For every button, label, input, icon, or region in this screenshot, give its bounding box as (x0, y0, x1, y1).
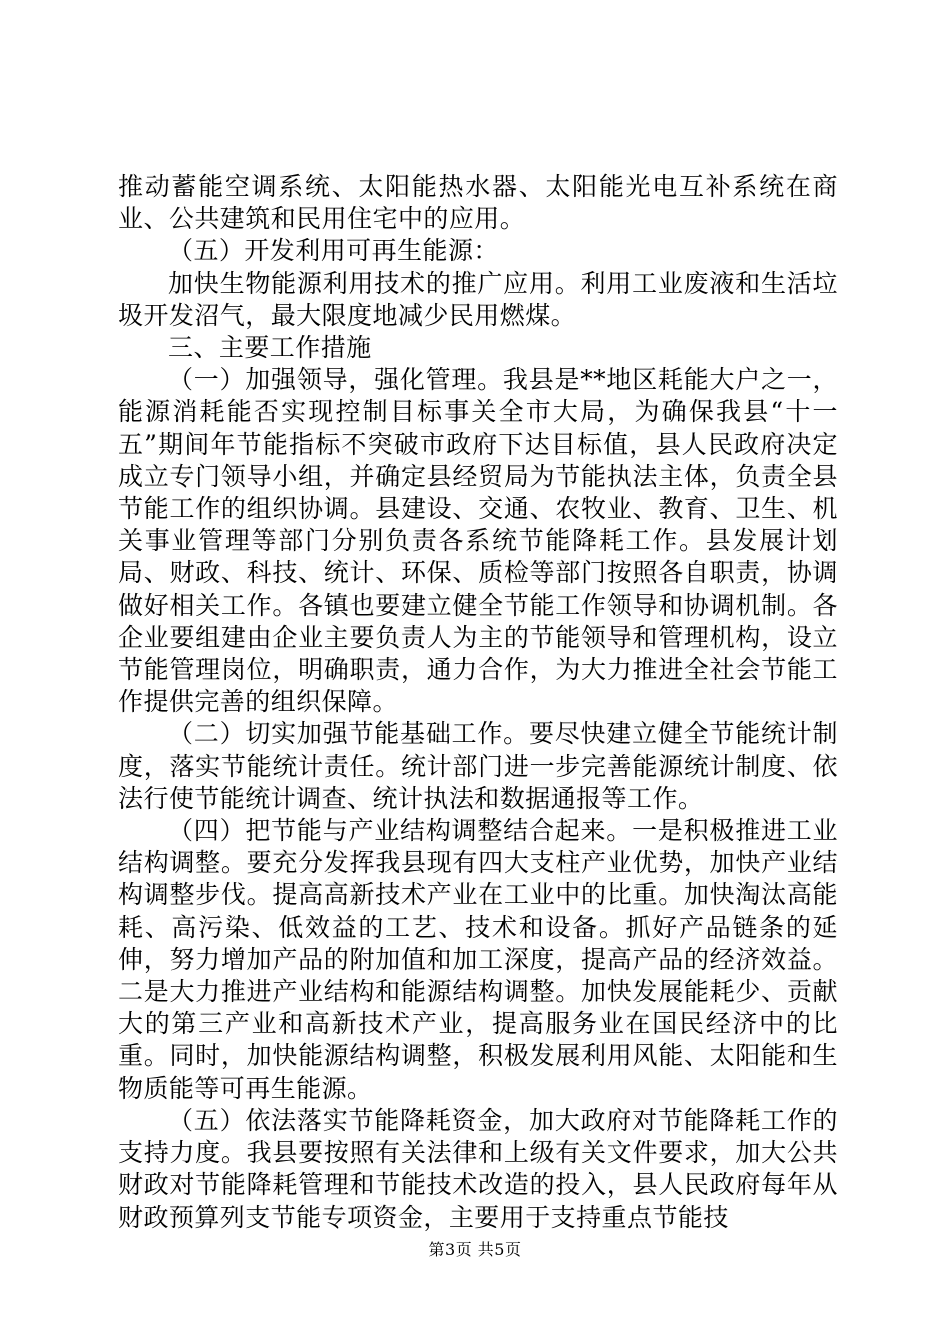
paragraph-industrial-structure: （四）把节能与产业结构调整结合起来。一是积极推进工业结构调整。要充分发挥我县现有四大支柱产业优势，加快产业结构调整步伐。提高高新技术产业在工业中的比重。加快淘汰高能耗、高污染、低效益的工艺、技术和设备。抓好产品链条的延伸，努力增加产品的附加值和加工深度，提高产品的经济效益。二是大力推进产业结构和能源结构调整。加快发展能耗少、贡献大的第三产业和高新技术产业，提高服务业在国民经济中的比重。同时，加快能源结构调整，积极发展利用风能、太阳能和生物质能等可再生能源。 (118, 816, 838, 1103)
document-body (118, 171, 838, 1234)
paragraph-leadership: （一）加强领导，强化管理。我县是**地区耗能大户之一，能源消耗能否实现控制目标事关全市大局，为确保我县“十一五”期间年节能指标不突破市政府下达目标值，县人民政府决定成立专门领导小组，并确定县经贸局为节能执法主体，负责全县节能工作的组织协调。县建设、交通、农牧业、教育、卫生、机关事业管理等部门分别负责各系统节能降耗工作。县发展计划局、财政、科技、统计、环保、质检等部门按照各自职责，协调做好相关工作。各镇也要建立健全节能工作领导和协调机制。各企业要组建由企业主要负责人为主的节能领导和管理机构，设立节能管理岗位，明确职责，通力合作，为大力推进全社会节能工作提供完善的组织保障。 (118, 365, 838, 717)
page-footer: 第3页 共5页 (428, 1240, 522, 1259)
paragraph-continuation: 推动蓄能空调系统、太阳能热水器、太阳能光电互补系统在商业、公共建筑和民用住宅中的应用。 (118, 172, 838, 234)
section-heading-main-measures: 三、主要工作措施 (168, 333, 372, 363)
paragraph-biomass: 加快生物能源利用技术的推广应用。利用工业废液和生活垃圾开发沼气，最大限度地减少民用燃煤。 (118, 268, 838, 330)
paragraph-funding: （五）依法落实节能降耗资金，加大政府对节能降耗工作的支持力度。我县要按照有关法律和上级有关文件要求，加大公共财政对节能降耗管理和节能技术改造的投入，县人民政府每年从财政预算列支节能专项资金，主要用于支持重点节能技 (118, 1105, 838, 1232)
section-heading-renewable-energy: （五）开发利用可再生能源： (168, 236, 499, 266)
paragraph-basic-work: （二）切实加强节能基础工作。要尽快建立健全节能统计制度，落实节能统计责任。统计部门进一步完善能源统计制度、依法行使节能统计调查、统计执法和数据通报等工作。 (118, 719, 838, 813)
